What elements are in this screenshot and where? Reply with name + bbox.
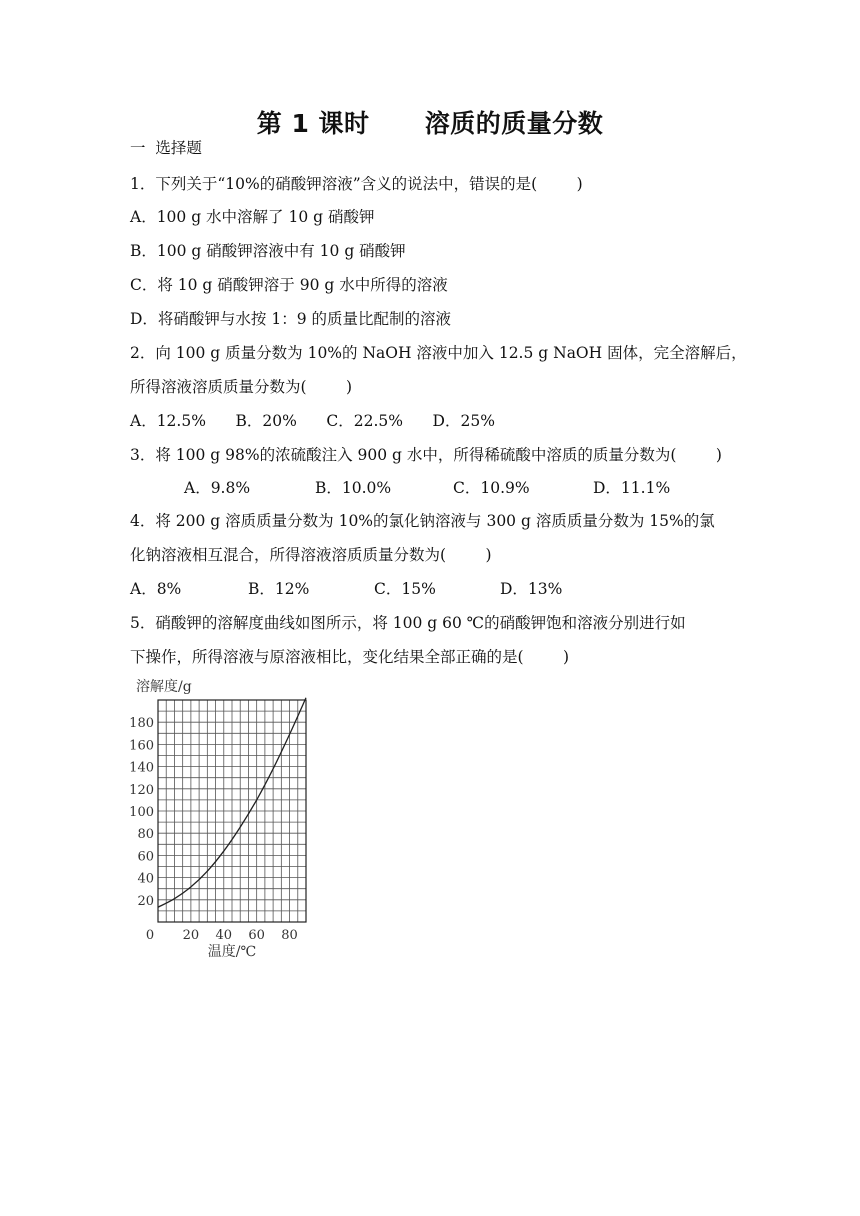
chart-tick-labels bbox=[129, 716, 298, 943]
question-3-option-a: A．9.8% bbox=[184, 479, 251, 497]
chart-grid bbox=[158, 700, 306, 922]
question-1-stem: 1．下列关于“10%的硝酸钾溶液”含义的说法中，错误的是( ) bbox=[130, 175, 583, 193]
y-axis-label: 溶解度/g bbox=[136, 679, 192, 695]
question-4-stem-line1: 4．将 200 g 溶质质量分数为 10%的氯化钠溶液与 300 g 溶质质量分数为 15%的氯 bbox=[130, 512, 715, 530]
page-title: 第 1 课时 溶质的质量分数 bbox=[256, 109, 604, 138]
x-tick-label: 20 bbox=[182, 928, 200, 943]
x-tick-label: 80 bbox=[281, 928, 298, 943]
x-tick-label: 40 bbox=[215, 928, 233, 943]
question-3-option-d: D．11.1% bbox=[593, 479, 671, 497]
x-tick-label: 0 bbox=[145, 928, 155, 943]
y-tick-label: 140 bbox=[129, 760, 154, 776]
question-4-option-c: C．15% bbox=[374, 580, 436, 598]
solubility-chart-svg bbox=[126, 674, 326, 964]
question-2-stem-line1: 2．向 100 g 质量分数为 10%的 NaOH 溶液中加入 12.5 g NaOH 固体，完全溶解后， bbox=[130, 344, 747, 362]
question-1-option-d: D．将硝酸钾与水按 1：9 的质量比配制的溶液 bbox=[130, 310, 452, 328]
section-heading: 一 选择题 bbox=[130, 139, 202, 157]
question-3-option-b: B．10.0% bbox=[315, 479, 392, 497]
x-axis-label: 温度/℃ bbox=[207, 944, 257, 960]
y-tick-label: 120 bbox=[129, 782, 154, 798]
solubility-chart bbox=[126, 674, 326, 964]
question-4-option-b: B．12% bbox=[248, 580, 310, 598]
y-tick-label: 160 bbox=[129, 738, 154, 754]
question-4-option-d: D．13% bbox=[500, 580, 563, 598]
y-tick-label: 60 bbox=[137, 849, 154, 865]
question-4-option-a: A．8% bbox=[130, 580, 182, 598]
y-tick-label: 40 bbox=[137, 871, 154, 887]
question-1-option-c: C．将 10 g 硝酸钾溶于 90 g 水中所得的溶液 bbox=[130, 276, 448, 294]
y-tick-label: 20 bbox=[137, 893, 154, 909]
question-5-stem-line2: 下操作，所得溶液与原溶液相比，变化结果全部正确的是( ) bbox=[130, 648, 570, 666]
question-4-stem-line2: 化钠溶液相互混合，所得溶液溶质质量分数为( ) bbox=[130, 546, 492, 564]
question-1-option-b: B．100 g 硝酸钾溶液中有 10 g 硝酸钾 bbox=[130, 242, 406, 260]
y-tick-label: 180 bbox=[129, 716, 154, 732]
x-tick-label: 60 bbox=[248, 928, 265, 943]
question-1-option-a: A．100 g 水中溶解了 10 g 硝酸钾 bbox=[130, 208, 375, 226]
y-tick-label: 80 bbox=[137, 827, 154, 843]
question-5-stem-line1: 5．硝酸钾的溶解度曲线如图所示，将 100 g 60 ℃的硝酸钾饱和溶液分别进行如 bbox=[130, 614, 686, 632]
question-2-stem-line2: 所得溶液溶质质量分数为( ) bbox=[130, 378, 353, 396]
question-3-option-c: C．10.9% bbox=[453, 479, 530, 497]
question-3-stem: 3．将 100 g 98%的浓硫酸注入 900 g 水中，所得稀硫酸中溶质的质量分数为( ) bbox=[130, 446, 722, 464]
question-2-options: A．12.5% B．20% C．22.5% D．25% bbox=[130, 412, 495, 430]
y-tick-label: 100 bbox=[129, 805, 154, 820]
